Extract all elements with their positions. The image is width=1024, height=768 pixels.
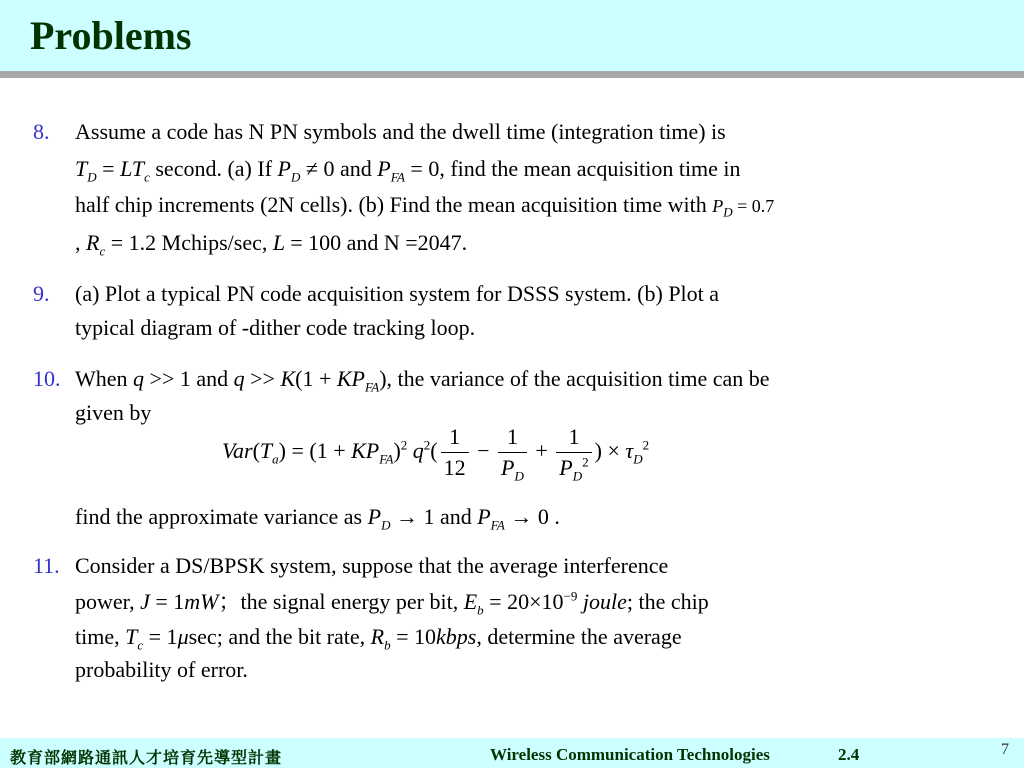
formula-pfa-zero: $P_{FA} = 0$ <box>377 156 440 185</box>
formula-pfa-to-0: $P_{FA} \to 0$ <box>477 504 549 533</box>
formula-tc: $T_c = 1\mu\sec$ <box>125 624 217 653</box>
problem-11-line-2: power, J = 1mW；the signal energy per bit, $E_b = 20\times 10^{-9}$ joule; the chip <box>75 588 709 618</box>
formula-pd-to-1: $P_D \to 1$ <box>367 504 435 533</box>
formula-j: J = 1mW <box>140 589 219 614</box>
formula-pd-value: $P_D = 0.7$ <box>712 196 775 220</box>
problem-10-line-2: given by <box>75 400 152 425</box>
problem-11-line-1: Consider a DS/BPSK system, suppose that the average interference <box>75 553 669 578</box>
footer-course: Wireless Communication Technologies <box>490 745 770 764</box>
problem-8-line-1: Assume a code has N PN symbols and the dwell time (integration time) is <box>75 119 726 144</box>
problem-11-line-3: time, $T_c = 1\mu\sec$; and the bit rate, $R_b$ = 10kbps, determine the average <box>75 624 682 653</box>
page-title: Problems <box>30 13 192 58</box>
page-number: 7 <box>1001 741 1009 758</box>
footer-bar <box>0 738 1024 768</box>
formula-q-gg-k: $q >> K(1 + KP_{FA})$ <box>233 366 387 395</box>
formula-td: $T_D = LT_c$ <box>75 156 150 185</box>
formula-rc: $R_c = 1.2$ <box>86 230 157 259</box>
title-bar <box>0 0 1024 71</box>
problem-9-line-1: (a) Plot a typical PN code acquisition system for DSSS system. (b) Plot a <box>75 281 720 306</box>
title-divider <box>0 71 1024 78</box>
problem-9-line-2: typical diagram of -dither code tracking loop. <box>75 315 476 340</box>
problem-8-line-3: half chip increments (2N cells). (b) Find the mean acquisition time with $P_D = 0.7$ <box>75 192 775 220</box>
problem-number: 8. <box>33 119 50 144</box>
formula-q-gg-1: q >> 1 <box>133 366 191 391</box>
footer-section: 2.4 <box>838 745 860 764</box>
problem-8-line-4: , $R_c = 1.2$ Mchips/sec, L = 100 and N =2047. <box>75 230 468 259</box>
formula-l: L = 100 <box>272 230 342 255</box>
formula-pd-nonzero: $P_D \ne 0$ <box>277 156 335 185</box>
variance-equation: $Var(T_a) = (1 + KP_{FA})^2$ $q^2$( $\frac{1}{12}$ − $\frac{1}{P_D}$ + $\frac{1}{P_D^2}$ ) × $\tau_D^2$ <box>222 424 650 484</box>
formula-eb: $E_b = 20\times 10^{-9}$ joule <box>463 588 627 618</box>
problem-number: 9. <box>33 281 50 306</box>
problem-11-line-4: probability of error. <box>75 657 248 682</box>
problem-number: 11. <box>33 553 60 578</box>
footer-program: 教育部網路通訊人才培育先導型計畫 <box>10 750 283 767</box>
problem-10-line-3: find the approximate variance as $P_D \to 1$ and $P_{FA} \to 0$ . <box>75 504 560 533</box>
formula-rb: $R_b$ = 10kbps <box>370 624 477 653</box>
problem-8-line-2: $T_D = LT_c$ second. (a) If $P_D \ne 0$ and $P_{FA} = 0$, find the mean acquisition time in <box>75 156 741 185</box>
problem-number: 10. <box>33 366 61 391</box>
problem-10-line-1: When q >> 1 and $q >> K(1 + KP_{FA})$, the variance of the acquisition time can be <box>75 366 770 395</box>
